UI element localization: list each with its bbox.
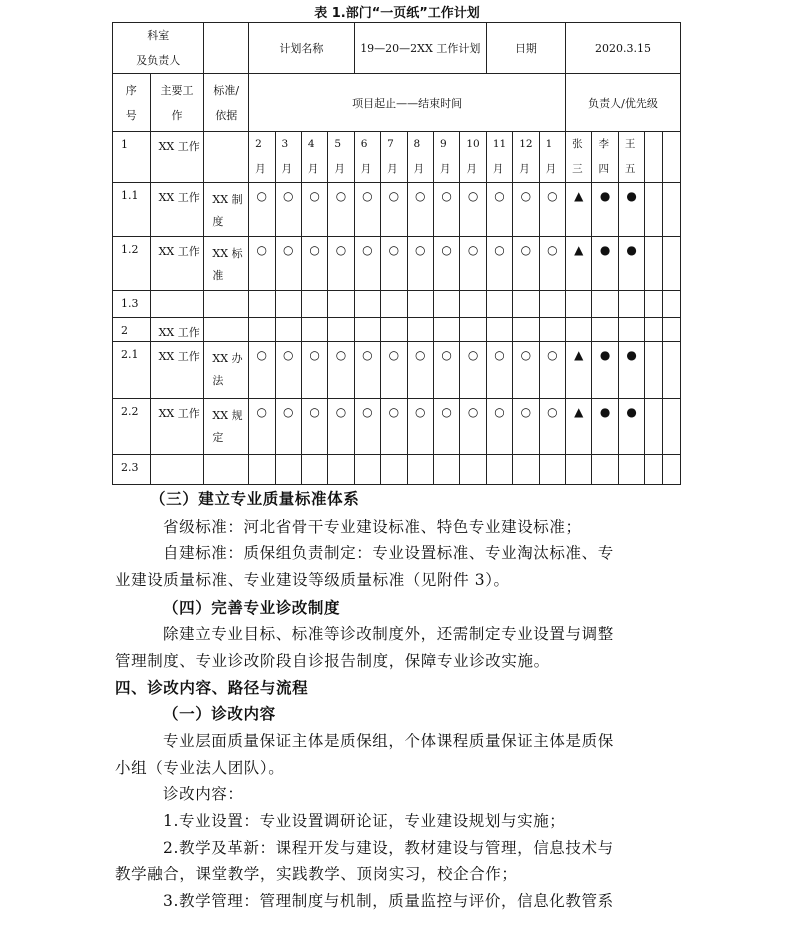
- status-circle: ○: [249, 183, 275, 237]
- status-circle: ○: [407, 342, 433, 399]
- date-label: 日期: [486, 23, 565, 74]
- task-cell: XX 工作: [150, 318, 204, 342]
- owner-dot: ●: [592, 237, 618, 291]
- month-header: 11 月: [486, 132, 512, 183]
- table-caption: 表 1.部门“一页纸”工作计划: [314, 6, 480, 21]
- status-circle: ○: [460, 183, 486, 237]
- month-header: 7 月: [381, 132, 407, 183]
- status-circle: ○: [249, 399, 275, 455]
- status-circle: ○: [433, 183, 459, 237]
- seq-cell: 2: [113, 318, 151, 342]
- month-header: 12 月: [513, 132, 539, 183]
- status-circle: ○: [328, 183, 354, 237]
- paragraph: 管理制度、专业诊改阶段自诊报告制度，保障专业诊改实施。: [115, 652, 550, 670]
- month-header: 2 月: [249, 132, 275, 183]
- seq-cell: 1.3: [113, 291, 151, 318]
- standard-cell: XX 规 定: [204, 399, 249, 455]
- status-circle: ○: [513, 237, 539, 291]
- status-circle: ○: [433, 399, 459, 455]
- task-cell: XX 工作: [150, 342, 204, 399]
- status-circle: ○: [354, 399, 380, 455]
- status-circle: ○: [275, 342, 301, 399]
- standard-cell: XX 制 度: [204, 183, 249, 237]
- status-circle: ○: [275, 399, 301, 455]
- owner-dot: ●: [592, 183, 618, 237]
- heading-standards: （三）建立专业质量标准体系: [150, 490, 360, 508]
- status-circle: ○: [301, 237, 327, 291]
- month-header: 5 月: [328, 132, 354, 183]
- span-header: 项目起止——结束时间: [249, 74, 566, 132]
- status-circle: ○: [539, 342, 565, 399]
- seq-cell: 2.1: [113, 342, 151, 399]
- owner-dot: ●: [618, 342, 644, 399]
- owner-dot: ●: [618, 237, 644, 291]
- status-circle: ○: [301, 399, 327, 455]
- status-circle: ○: [539, 237, 565, 291]
- status-circle: ○: [486, 183, 512, 237]
- paragraph: 除建立专业目标、标准等诊改制度外，还需制定专业设置与调整: [163, 625, 614, 643]
- owner-dot: ●: [618, 183, 644, 237]
- status-circle: ○: [486, 399, 512, 455]
- standard-cell: XX 标 准: [204, 237, 249, 291]
- status-circle: ○: [328, 342, 354, 399]
- owner-dot: ●: [592, 399, 618, 455]
- owner-triangle: ▲: [566, 237, 592, 291]
- status-circle: ○: [460, 342, 486, 399]
- paragraph: 自建标准：质保组负责制定：专业设置标准、专业淘汰标准、专: [163, 544, 614, 562]
- status-circle: ○: [433, 237, 459, 291]
- task-cell: XX 工作: [150, 237, 204, 291]
- seq-cell: 1: [113, 132, 151, 183]
- paragraph: 小组（专业法人团队）。: [115, 759, 285, 777]
- seq-cell: 2.3: [113, 455, 151, 485]
- status-circle: ○: [301, 183, 327, 237]
- status-circle: ○: [249, 237, 275, 291]
- status-circle: ○: [460, 237, 486, 291]
- paragraph: 专业层面质量保证主体是质保组，个体课程质量保证主体是质保: [163, 732, 614, 750]
- standard-header: 标准/ 依据: [204, 74, 249, 132]
- seq-cell: 1.1: [113, 183, 151, 237]
- status-circle: ○: [354, 237, 380, 291]
- owner-header: 负责人/优先级: [566, 74, 681, 132]
- status-circle: ○: [486, 237, 512, 291]
- status-circle: ○: [460, 399, 486, 455]
- status-circle: ○: [328, 237, 354, 291]
- status-circle: ○: [407, 237, 433, 291]
- date-value: 2020.3.15: [566, 23, 681, 74]
- status-circle: ○: [381, 399, 407, 455]
- status-circle: ○: [354, 342, 380, 399]
- heading-system: （四）完善专业诊改制度: [163, 599, 341, 617]
- month-header: 10 月: [460, 132, 486, 183]
- list-item: 教学融合，课堂教学，实践教学、顶岗实习，校企合作；: [115, 865, 518, 883]
- status-circle: ○: [539, 399, 565, 455]
- status-circle: ○: [513, 183, 539, 237]
- dept-cell: 科室 及负责人: [113, 23, 204, 74]
- status-circle: ○: [407, 183, 433, 237]
- month-header: 9 月: [433, 132, 459, 183]
- status-circle: ○: [381, 237, 407, 291]
- owner-triangle: ▲: [566, 399, 592, 455]
- status-circle: ○: [328, 399, 354, 455]
- seq-cell: 2.2: [113, 399, 151, 455]
- paragraph: 业建设质量标准、专业建设等级质量标准（见附件 3）。: [115, 571, 510, 589]
- status-circle: ○: [275, 237, 301, 291]
- list-item: 2.教学及革新：课程开发与建设，教材建设与管理，信息技术与: [163, 839, 614, 857]
- status-circle: ○: [381, 342, 407, 399]
- body-text: [115, 0, 685, 925]
- month-header: 1 月: [539, 132, 565, 183]
- status-circle: ○: [433, 342, 459, 399]
- status-circle: ○: [275, 183, 301, 237]
- month-header: 4 月: [301, 132, 327, 183]
- task-cell: XX 工作: [150, 183, 204, 237]
- month-header: 3 月: [275, 132, 301, 183]
- plan-name-label: 计划名称: [249, 23, 355, 74]
- status-circle: ○: [381, 183, 407, 237]
- status-circle: ○: [513, 342, 539, 399]
- status-circle: ○: [486, 342, 512, 399]
- month-header: 8 月: [407, 132, 433, 183]
- status-circle: ○: [354, 183, 380, 237]
- person-header: 李 四: [592, 132, 618, 183]
- list-item: 3.教学管理：管理制度与机制，质量监控与评价，信息化教管系: [163, 892, 614, 910]
- person-header: 王 五: [618, 132, 644, 183]
- list-item: 1.专业设置：专业设置调研论证，专业建设规划与实施；: [163, 812, 566, 830]
- status-circle: ○: [539, 183, 565, 237]
- section-heading: 四、诊改内容、路径与流程: [115, 679, 309, 697]
- heading-content: （一）诊改内容: [163, 705, 276, 723]
- plan-name-value: 19—20—2XX 工作计划: [354, 23, 486, 74]
- paragraph: 诊改内容：: [163, 785, 244, 803]
- task-cell: XX 工作: [150, 132, 204, 183]
- task-cell: XX 工作: [150, 399, 204, 455]
- task-header: 主要工 作: [150, 74, 204, 132]
- owner-triangle: ▲: [566, 183, 592, 237]
- status-circle: ○: [301, 342, 327, 399]
- seq-header: 序 号: [113, 74, 151, 132]
- month-header: 6 月: [354, 132, 380, 183]
- standard-cell: XX 办 法: [204, 342, 249, 399]
- person-header: 张 三: [566, 132, 592, 183]
- status-circle: ○: [513, 399, 539, 455]
- owner-dot: ●: [592, 342, 618, 399]
- seq-cell: 1.2: [113, 237, 151, 291]
- status-circle: ○: [407, 399, 433, 455]
- paragraph: 省级标准：河北省骨干专业建设标准、特色专业建设标准；: [163, 518, 582, 536]
- status-circle: ○: [249, 342, 275, 399]
- owner-dot: ●: [618, 399, 644, 455]
- owner-triangle: ▲: [566, 342, 592, 399]
